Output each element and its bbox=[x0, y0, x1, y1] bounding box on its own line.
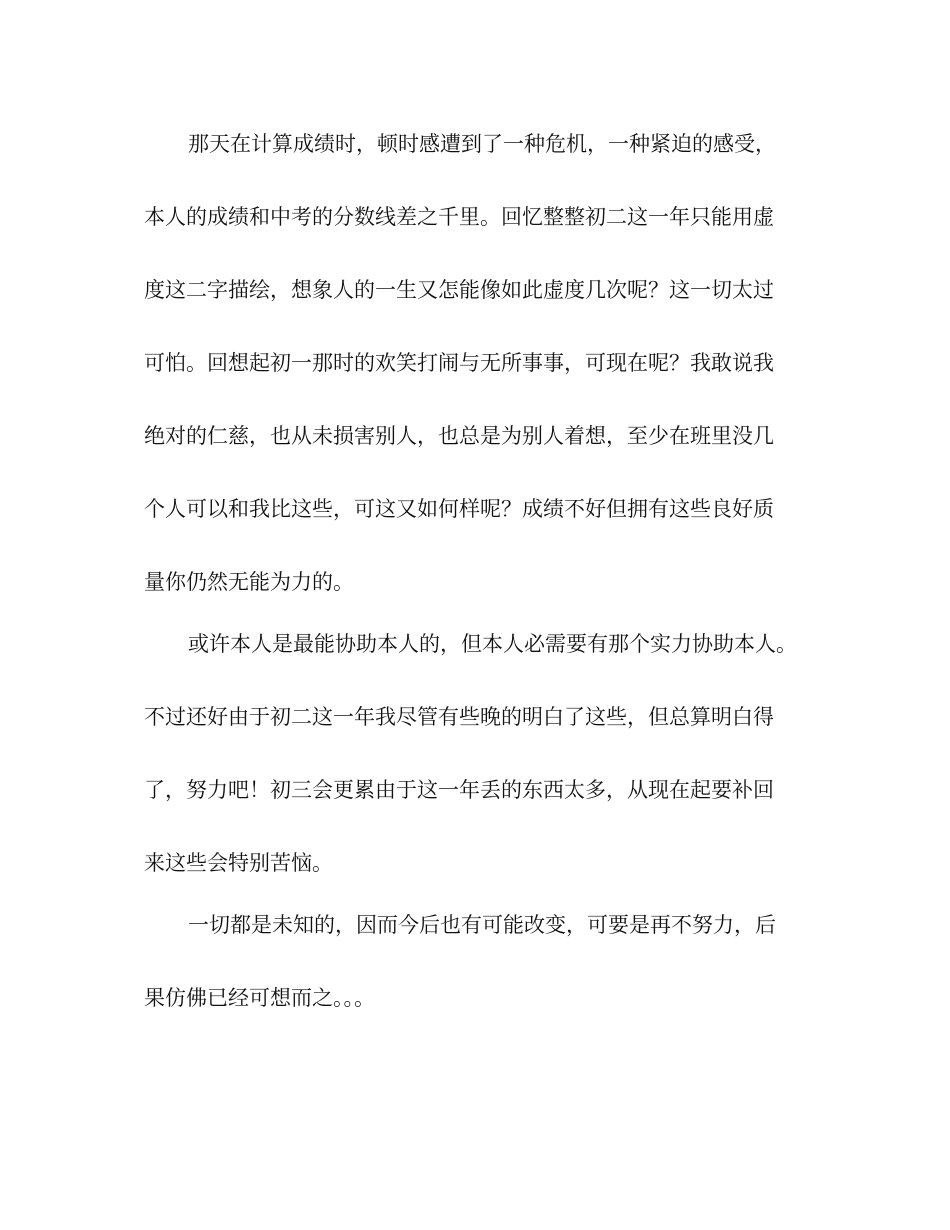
paragraph-line: 可怕。回想起初一那时的欢笑打闹与无所事事，可现在呢？我敢说我 bbox=[144, 351, 774, 375]
paragraph-line: 来这些会特别苦恼。 bbox=[144, 851, 333, 875]
paragraph-line: 一切都是未知的，因而今后也有可能改变，可要是再不努力，后 bbox=[188, 913, 776, 937]
paragraph-line: 了，努力吧！初三会更累由于这一年丢的东西太多，从现在起要补回 bbox=[144, 778, 774, 802]
document-body bbox=[144, 124, 814, 1051]
paragraph-line: 不过还好由于初二这一年我尽管有些晚的明白了这些，但总算明白得 bbox=[144, 705, 774, 729]
paragraph-line: 果仿佛已经可想而之。。。 bbox=[144, 986, 375, 1010]
paragraph-line: 那天在计算成绩时，顿时感遭到了一种危机，一种紧迫的感受， bbox=[188, 132, 776, 156]
paragraph-line: 绝对的仁慈，也从未损害别人，也总是为别人着想，至少在班里没几 bbox=[144, 424, 774, 448]
paragraph-1 bbox=[144, 124, 814, 624]
paragraph-2 bbox=[144, 624, 814, 905]
paragraph-line: 或许本人是最能协助本人的，但本人必需要有那个实力协助本人。 bbox=[188, 632, 797, 656]
paragraph-line: 本人的成绩和中考的分数线差之千里。回忆整整初二这一年只能用虚 bbox=[144, 205, 774, 229]
paragraph-line: 个人可以和我比这些，可这又如何样呢？成绩不好但拥有这些良好质 bbox=[144, 497, 774, 521]
paragraph-line: 度这二字描绘，想象人的一生又怎能像如此虚度几次呢？这一切太过 bbox=[144, 278, 774, 302]
paragraph-line: 量你仍然无能为力的。 bbox=[144, 570, 354, 594]
paragraph-3 bbox=[144, 905, 814, 1051]
